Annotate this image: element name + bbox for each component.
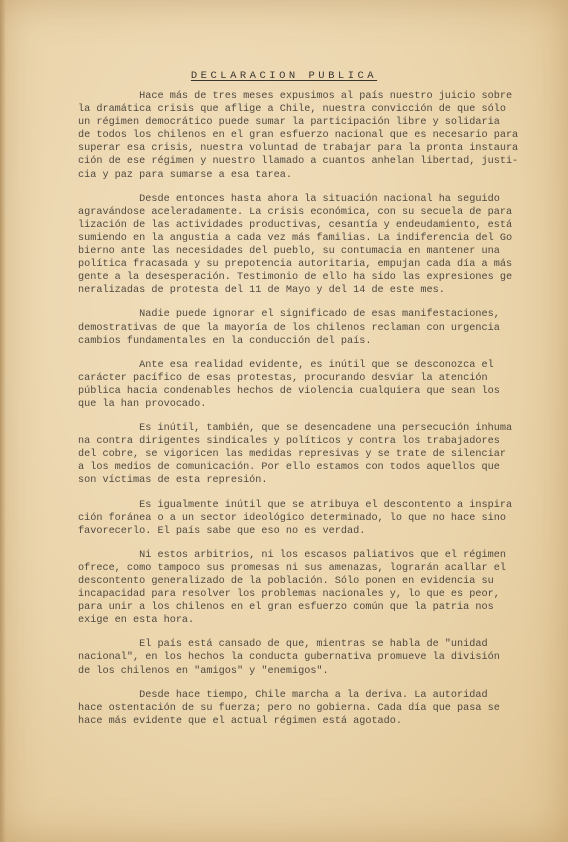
text-line: nacional", en los hechos la conducta gubernativa promueve la división (78, 652, 500, 664)
text-line: Es inútil, también, que se desencadene una persecución inhuma (78, 423, 513, 435)
text-line: Ni estos arbitrios, ni los escasos paliativos que el régimen (78, 549, 506, 561)
text-line: Nadie puede ignorar el significado de esas manifestaciones, (78, 309, 500, 321)
text-line: demostrativas de que la mayoría de los chilenos reclaman con urgencia (78, 322, 500, 334)
text-line: El país está cansado de que, mientras se habla de "unidad (78, 639, 488, 651)
text-line: agravándose aceleradamente. La crisis económica, con su secuela de para (78, 206, 513, 218)
paragraph (78, 193, 514, 298)
text-line: que la han provocado. (78, 398, 207, 410)
text-line: Ante esa realidad evidente, es inútil que se desconozca el (78, 359, 494, 371)
text-line: un régimen democrático puede sumar la participación libre y solidaria (78, 117, 500, 129)
text-line: Desde hace tiempo, Chile marcha a la deriva. La autoridad (78, 689, 488, 701)
text-line: na contra dirigentes sindicales y políticos y contra los trabajadores (78, 436, 500, 448)
text-line: cia y paz para sumarse a esa tarea. (78, 169, 292, 181)
text-line: para unir a los chilenos en el gran esfuerzo común que la patria nos (78, 602, 494, 614)
text-line: hace más evidente que el actual régimen está agotado. (78, 715, 403, 727)
text-line: lización de las actividades productivas, cesantía y endeudamiento, está (78, 219, 513, 231)
text-line: son víctimas de esta represión. (78, 475, 268, 487)
text-line: bierno ante las necesidades del pueblo, su contumacia en mantener una (78, 246, 500, 258)
text-line: ción foránea o a un sector ideológico determinado, lo que no hace sino (78, 512, 506, 524)
text-line: Es igualmente inútil que se atribuya el descontento a inspira (78, 499, 513, 511)
text-line: pública hacia condenables hechos de violencia cualquiera que sean los (78, 385, 500, 397)
text-line: descontento generalizado de la población. Sólo ponen en evidencia su (78, 576, 494, 587)
text-line: ción de ese régimen y nuestro llamado a cuantos anhelan libertad, justi- (78, 156, 519, 168)
paragraph (78, 689, 514, 728)
text-line: cambios fundamentales en la conducción del país. (78, 335, 372, 347)
paragraph (78, 499, 514, 538)
paragraph (78, 549, 514, 628)
document-body (78, 90, 519, 739)
text-line: exige en esta hora. (78, 615, 195, 627)
text-line: hace ostentación de su fuerza; pero no gobierna. Cada día que pasa se (78, 702, 500, 714)
text-line: gente a la desesperación. Testimonio de ello ha sido las expresiones ge (78, 272, 513, 284)
text-line: la dramática crisis que aflige a Chile, nuestra convicción de que sólo (78, 104, 506, 116)
page-edge-shadow (0, 0, 6, 842)
text-line: incapacidad para resolver los problemas nacionales y, lo que es peor, (78, 589, 500, 601)
text-line: de todos los chilenos en el gran esfuerzo nacional que es necesario para (78, 130, 519, 142)
paragraph (78, 422, 514, 487)
text-line: de los chilenos en "amigos" y "enemigos". (78, 665, 329, 677)
text-line: a los medios de comunicación. Por ello estamos con todos aquellos que (78, 462, 500, 474)
text-line: ofrece, como tampoco sus promesas ni sus amenazas, lograrán acallar el (78, 562, 506, 574)
paragraph (78, 638, 514, 677)
document-title: DECLARACION PUBLICA (190, 70, 378, 82)
text-line: sumiendo en la angustia a cada vez más familias. La indiferencia del Go (78, 232, 513, 244)
paragraph (78, 308, 514, 347)
text-line: neralizadas de protesta del 11 de Mayo y del 14 de este mes. (78, 285, 445, 297)
text-line: Hace más de tres meses expusimos al país nuestro juicio sobre (78, 91, 513, 102)
text-line: Desde entonces hasta ahora la situación nacional ha seguido (78, 193, 500, 205)
text-line: política fracasada y su prepotencia autoritaria, empujan cada día a más (78, 259, 513, 271)
text-line: carácter pacífico de esas protestas, procurando desviar la atención (78, 372, 488, 384)
text-line: del cobre, se vigoricen las medidas represivas y se trate de silenciar (78, 449, 506, 461)
text-line: superar esa crisis, nuestra voluntad de trabajar para la pronta instaura (78, 143, 519, 155)
text-line: favorecerlo. El país sabe que eso no es verdad. (78, 525, 366, 537)
paragraph (78, 359, 514, 411)
paragraph (78, 90, 519, 182)
